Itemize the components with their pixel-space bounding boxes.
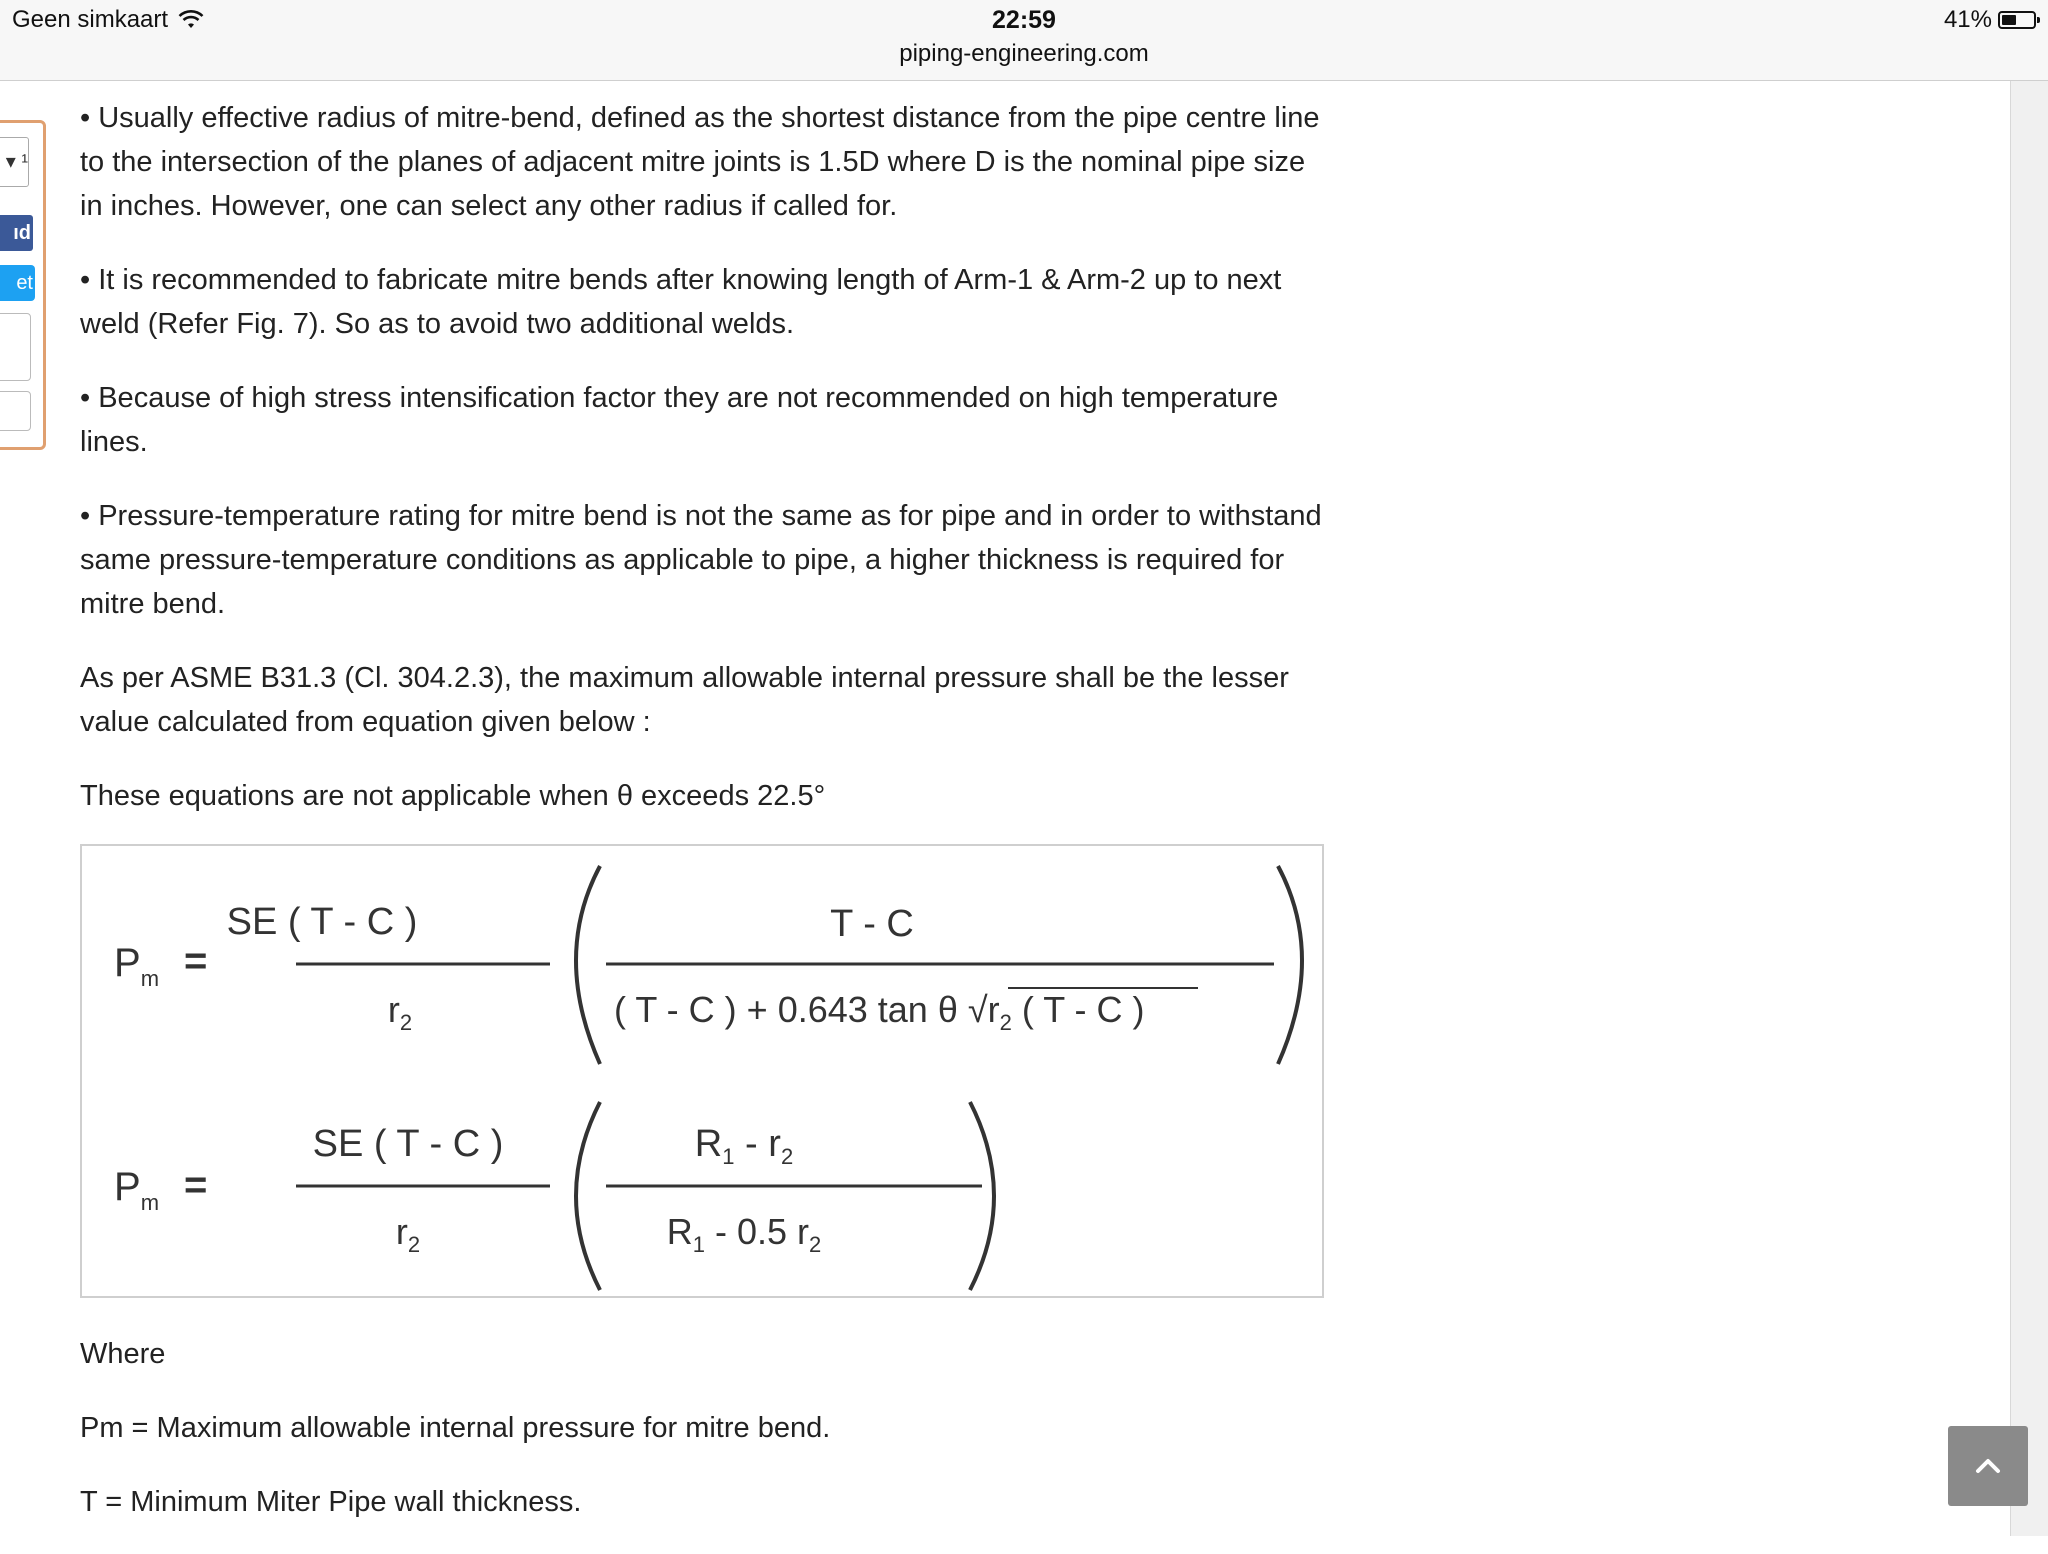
bullet-paragraph	[80, 96, 1330, 228]
eq2-lhs: $P_m$	[114, 1165, 160, 1215]
eq2-equals: =	[184, 1163, 208, 1207]
asme-paragraph: As per ASME B31.3 (Cl. 304.2.3), the maximum allowable internal pressure shall be the lesser value calculated from equation given below :	[80, 662, 1289, 738]
clock: 22:59	[992, 6, 1056, 34]
eq1-left-paren	[576, 866, 600, 1064]
eq1-frac2-num: T - C	[830, 903, 914, 945]
eq1-frac1-den: $r_2$	[387, 989, 413, 1035]
carrier-text: Geen simkaart	[12, 6, 169, 33]
bullet-text: Because of high stress intensification factor they are not recommended on high temperature lines.	[80, 382, 1279, 458]
right-gutter	[2010, 80, 2048, 1536]
eq2-frac1-num: SE ( T - C )	[312, 1123, 504, 1165]
formula-image	[80, 844, 1324, 1298]
battery-percent: 41%	[1943, 6, 1992, 33]
eq2-left-paren	[576, 1102, 600, 1290]
theta-note: These equations are not applicable when θ exceeds 22.5°	[80, 780, 826, 812]
eq1-frac2-den: ( T - C ) + 0.643 tan θ $√r_2$ ( T - C )	[614, 989, 1145, 1035]
battery-indicator	[1944, 6, 2036, 34]
twitter-share-button[interactable]: et	[0, 265, 35, 301]
article-content	[80, 96, 1330, 1554]
bullet-paragraph	[80, 258, 1330, 346]
bullet-text: Pressure-temperature rating for mitre bend is not the same as for pipe and in order to withstand same pressure-temperature conditions as applicable to pipe, a higher thickness is required for mitre bend.	[80, 500, 1322, 620]
eq1-lhs: $P_m$	[114, 941, 160, 991]
bullet-paragraph	[80, 376, 1330, 464]
eq2-frac2-num: $R_1 - r_2$	[694, 1123, 794, 1169]
share-count-box[interactable]: ▾ ¹	[0, 137, 29, 187]
eq1-frac1-num: SE ( T - C )	[226, 901, 418, 943]
status-bar	[0, 0, 2048, 81]
definition-pm: Pm = Maximum allowable internal pressure for mitre bend.	[80, 1412, 831, 1444]
eq1-equals: =	[184, 939, 208, 983]
bullet-text: Usually effective radius of mitre-bend, defined as the shortest distance from the pipe centre line to the intersection of the planes of adjacent mitre joints is 1.5D where D is the nominal pipe size in inches. However, one can select any other radius if called for.	[80, 102, 1320, 222]
share-widget-box[interactable]	[0, 313, 31, 381]
bullet-symbol: •	[80, 382, 91, 414]
bullet-text: It is recommended to fabricate mitre bends after knowing length of Arm-1 & Arm-2 up to next weld (Refer Fig. 7). So as to avoid two additional welds.	[80, 264, 1282, 340]
eq2-frac2-den: $R_1 - 0.5$ $r_2$	[666, 1211, 822, 1257]
back-to-top-button[interactable]	[1948, 1426, 2028, 1506]
battery-icon	[1998, 11, 2036, 29]
chevron-up-icon	[1973, 1456, 2003, 1476]
definition-t: T = Minimum Miter Pipe wall thickness.	[80, 1486, 582, 1518]
formula-svg	[82, 846, 1326, 1300]
eq2-frac1-den: $r_2$	[395, 1211, 421, 1257]
bullet-symbol: •	[80, 102, 91, 134]
bullet-paragraph	[80, 494, 1330, 626]
share-widget-box-small[interactable]	[0, 391, 31, 431]
bullet-symbol: •	[80, 500, 91, 532]
share-panel	[0, 120, 46, 450]
eq2-right-paren	[970, 1102, 994, 1290]
where-label: Where	[80, 1338, 166, 1370]
facebook-share-button[interactable]: ıd	[0, 215, 33, 251]
url-bar[interactable]: piping-engineering.com	[899, 40, 1149, 67]
eq1-right-paren	[1278, 866, 1302, 1064]
bullet-symbol: •	[80, 264, 91, 296]
